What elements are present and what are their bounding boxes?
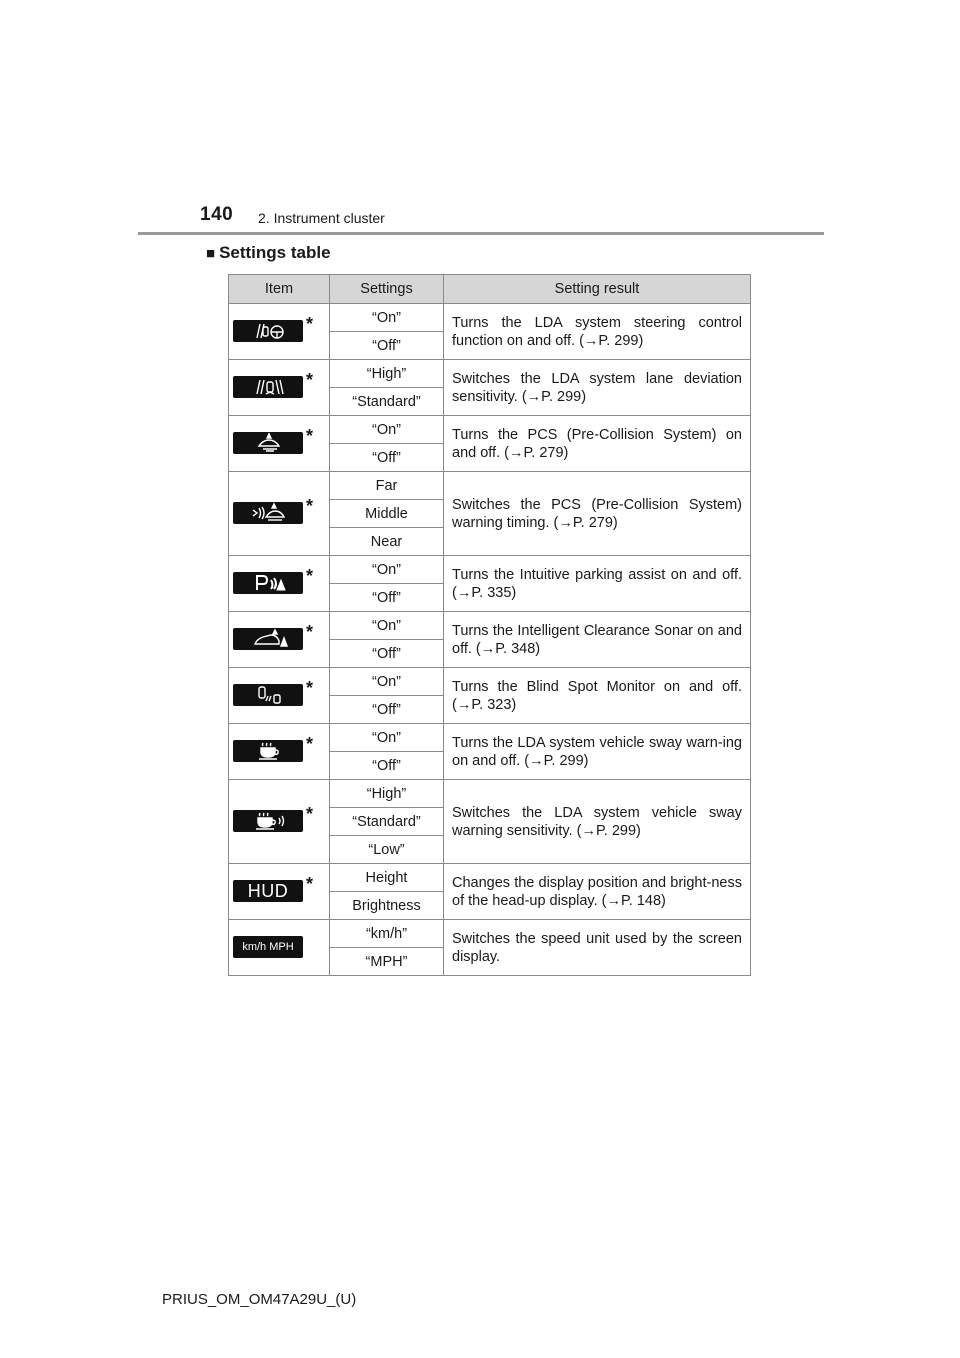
column-header-setting-result: Setting result [444,275,751,304]
document-code: PRIUS_OM_OM47A29U_(U) [162,1291,357,1308]
coffee-cup-sensitivity-icon [233,810,303,832]
setting-option: “Off” [330,752,444,780]
table-row [229,612,751,640]
lda-steering-icon [233,320,303,342]
setting-option: “Standard” [330,808,444,836]
setting-option: “Low” [330,836,444,864]
setting-result: Turns the LDA system steering control function on and off. (→P. 299) [444,304,751,360]
setting-option: “MPH” [330,948,444,976]
item-cell [229,668,330,724]
pcs-icon [233,432,303,454]
hud-icon-label: HUD [247,880,289,901]
subsection-heading [206,243,331,263]
table-row [229,724,751,752]
setting-result: Changes the display position and bright-ness of the head-up display. (→P. 148) [444,864,751,920]
item-cell [229,780,330,864]
setting-result: Turns the Intelligent Clearance Sonar on and off. (→P. 348) [444,612,751,668]
asterisk: * [306,369,314,390]
setting-result: Switches the PCS (Pre-Collision System) warning timing. (→P. 279) [444,472,751,556]
table-row [229,668,751,696]
clearance-sonar-icon [233,628,303,650]
item-cell [229,472,330,556]
setting-option: “km/h” [330,920,444,948]
setting-option: Height [330,864,444,892]
asterisk: * [306,803,314,824]
setting-option: “Off” [330,444,444,472]
speed-unit-icon [233,936,303,958]
asterisk: * [306,495,314,516]
item-cell [229,920,330,976]
setting-option: Near [330,528,444,556]
setting-option: “On” [330,668,444,696]
item-cell [229,612,330,668]
setting-option: “Standard” [330,388,444,416]
setting-option: “On” [330,304,444,332]
item-cell [229,304,330,360]
subsection-title: Settings table [219,243,331,262]
item-cell [229,360,330,416]
setting-option: “Off” [330,640,444,668]
setting-option: “High” [330,360,444,388]
table-row [229,556,751,584]
table-row [229,920,751,948]
setting-result: Turns the PCS (Pre-Collision System) on and off. (→P. 279) [444,416,751,472]
setting-option: “On” [330,556,444,584]
table-row [229,864,751,892]
asterisk: * [306,873,314,894]
item-cell [229,724,330,780]
item-cell [229,864,330,920]
setting-result: Switches the speed unit used by the screen display. [444,920,751,976]
settings-table [228,274,751,976]
setting-option: “On” [330,416,444,444]
parking-assist-icon [233,572,303,594]
header-divider [138,232,824,235]
section-title: 2. Instrument cluster [258,210,385,226]
column-header-settings: Settings [330,275,444,304]
setting-option: Far [330,472,444,500]
setting-result: Switches the LDA system lane deviation sensitivity. (→P. 299) [444,360,751,416]
column-header-item: Item [229,275,330,304]
coffee-cup-icon [233,740,303,762]
table-row [229,416,751,444]
lda-lane-deviation-icon [233,376,303,398]
setting-option: “High” [330,780,444,808]
table-row [229,780,751,808]
asterisk: * [306,621,314,642]
table-header-row [229,275,751,304]
asterisk: * [306,733,314,754]
setting-option: Middle [330,500,444,528]
blind-spot-icon [233,684,303,706]
table-row [229,472,751,500]
setting-option: “Off” [330,584,444,612]
asterisk: * [306,565,314,586]
item-cell [229,416,330,472]
pcs-warning-icon [233,502,303,524]
table-row [229,360,751,388]
hud-icon [233,880,303,902]
setting-option: “Off” [330,696,444,724]
item-cell [229,556,330,612]
setting-result: Turns the Blind Spot Monitor on and off. (→P. 323) [444,668,751,724]
setting-option: “On” [330,724,444,752]
setting-result: Turns the Intuitive parking assist on and off. (→P. 335) [444,556,751,612]
speed-unit-icon-label: km/h MPH [242,940,294,953]
setting-option: “On” [330,612,444,640]
setting-result: Turns the LDA system vehicle sway warn-ing on and off. (→P. 299) [444,724,751,780]
square-bullet-icon: ■ [206,245,216,262]
asterisk: * [306,425,314,446]
table-row [229,304,751,332]
setting-option: “Off” [330,332,444,360]
page-number: 140 [200,204,234,225]
asterisk: * [306,313,314,334]
asterisk: * [306,677,314,698]
setting-option: Brightness [330,892,444,920]
setting-result: Switches the LDA system vehicle sway warning sensitivity. (→P. 299) [444,780,751,864]
